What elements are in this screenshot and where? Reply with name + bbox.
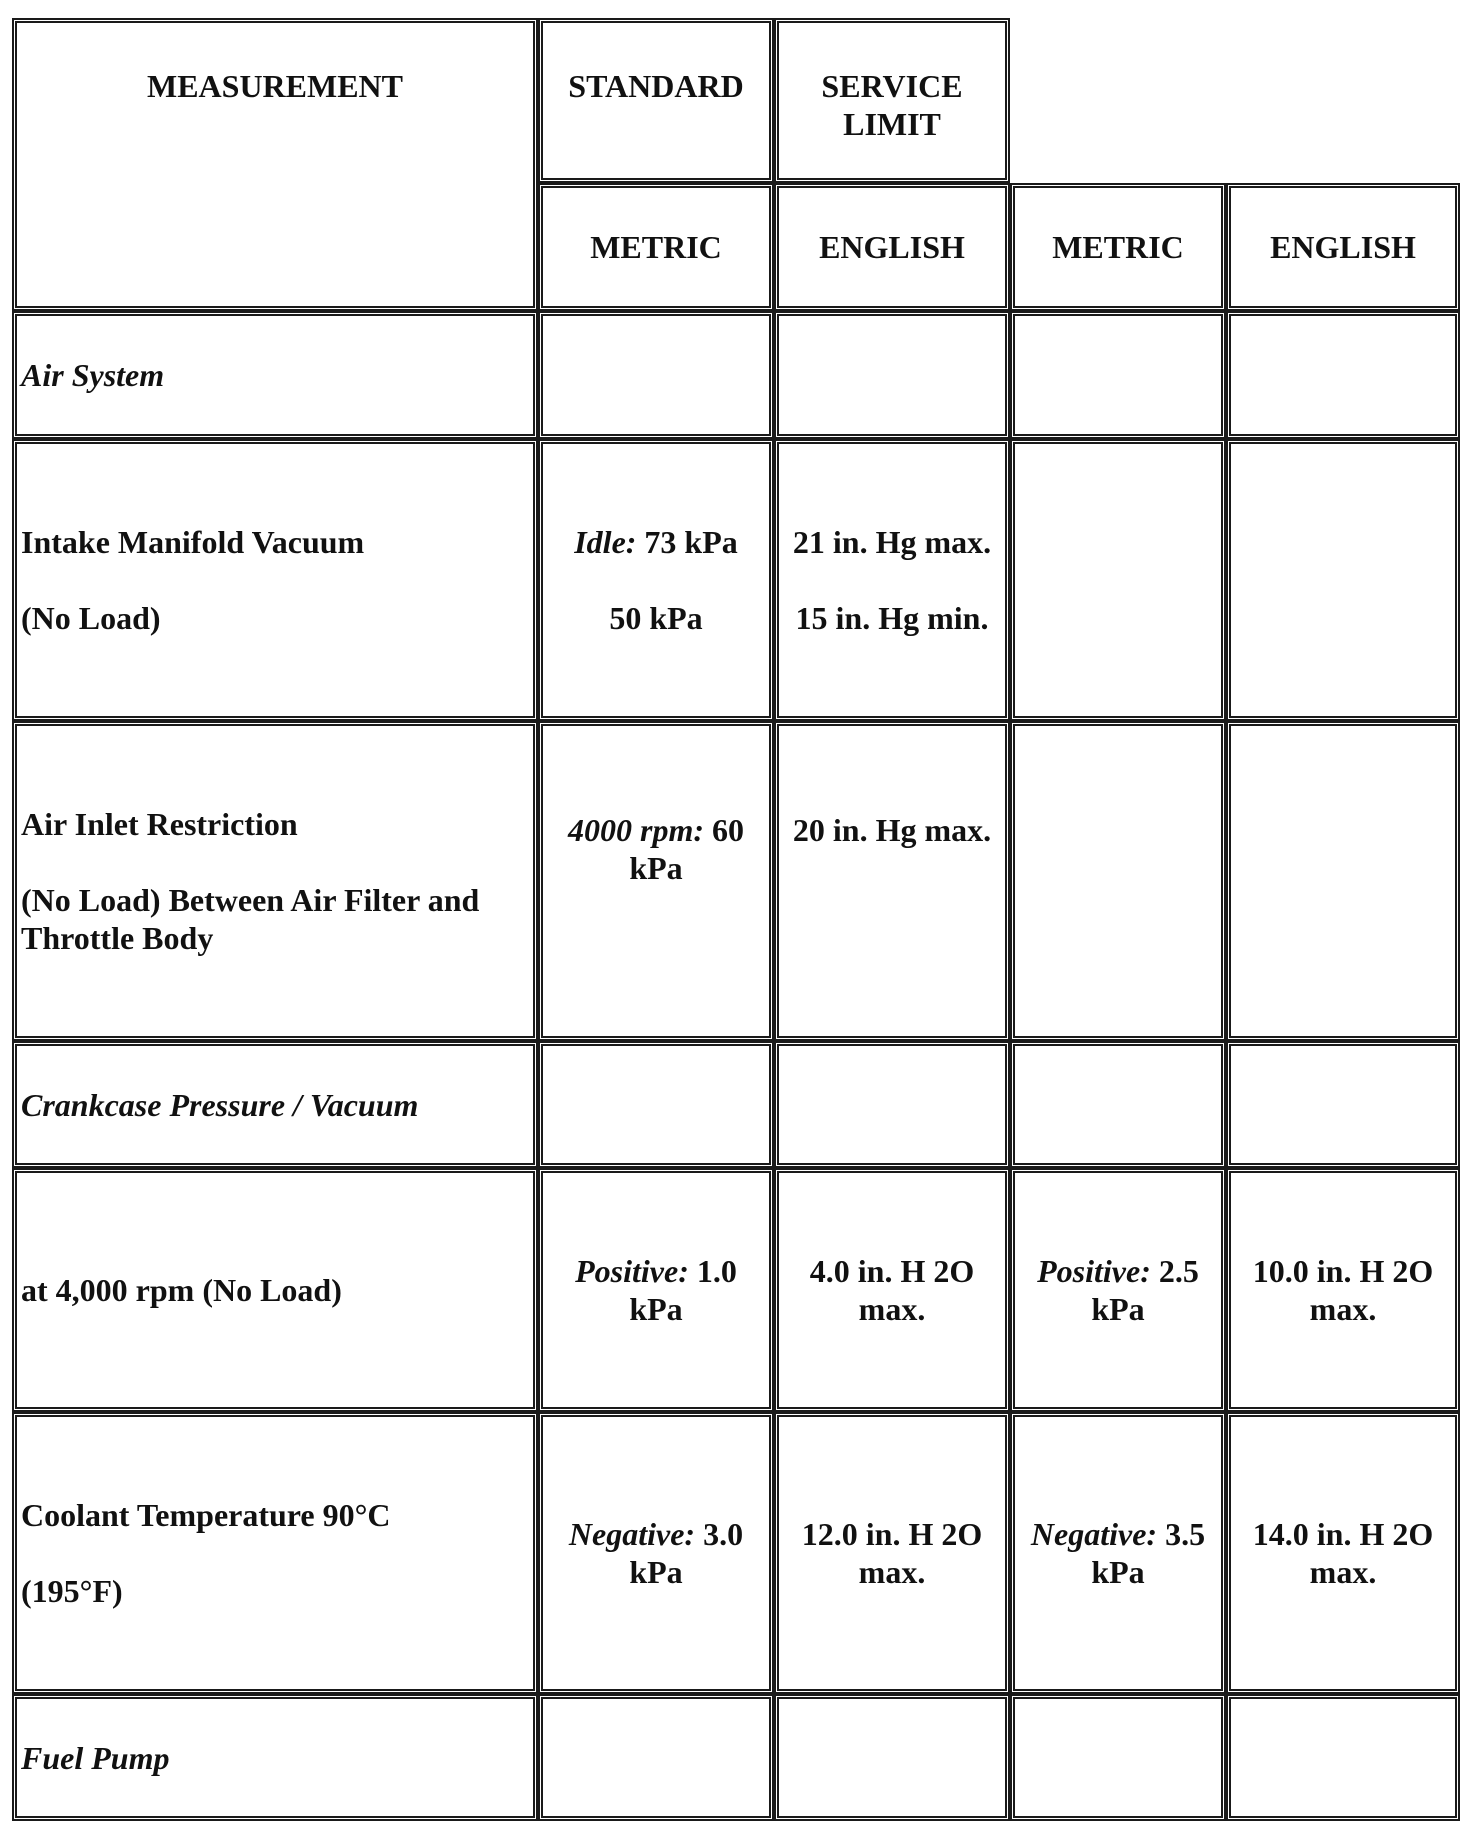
at-4000-standard-english (774, 1168, 1010, 1412)
positive-value: 2.5 kPa (1091, 1253, 1199, 1327)
air-inlet-standard-metric-value (549, 811, 763, 887)
empty-cell (774, 311, 1010, 439)
intake-manifold-label-line1: Intake Manifold Vacuum (21, 524, 365, 560)
row-coolant-label (12, 1412, 538, 1694)
negative-prefix: Negative: (1030, 1516, 1158, 1552)
sub-header-metric-limit-text: METRIC (1052, 228, 1184, 265)
empty-cell (1226, 721, 1460, 1041)
section-air-system-label: Air System (21, 357, 165, 393)
at-4000-limit-english-value: 10.0 in. H 2O max. (1252, 1253, 1434, 1327)
intake-manifold-label-line2: (No Load) (21, 600, 161, 636)
row-intake-manifold-label (12, 439, 538, 721)
idle-value: 73 kPa (644, 524, 738, 560)
at-4000-limit-english (1226, 1168, 1460, 1412)
intake-manifold-standard-metric-line1 (574, 523, 738, 561)
header-measurement (12, 18, 538, 311)
idle-prefix: Idle: (574, 524, 637, 560)
section-fuel-pump (12, 1694, 538, 1821)
header-measurement-text: MEASUREMENT (146, 68, 403, 104)
empty-cell (1010, 439, 1226, 721)
header-service-limit (774, 18, 1010, 183)
empty-cell (774, 1041, 1010, 1168)
positive-prefix: Positive: (1037, 1253, 1151, 1289)
empty-cell (538, 311, 774, 439)
negative-prefix: Negative: (568, 1516, 696, 1552)
row-air-inlet-label (12, 721, 538, 1041)
empty-cell (1010, 1041, 1226, 1168)
coolant-standard-english (774, 1412, 1010, 1694)
coolant-limit-english-value: 14.0 in. H 2O max. (1252, 1516, 1434, 1590)
header-service-limit-line2: LIMIT (843, 106, 941, 142)
air-inlet-label-line2: (No Load) Between Air Filter and Throttle Body (21, 882, 480, 956)
coolant-standard-metric (538, 1412, 774, 1694)
at-4000-standard-metric-value (549, 1252, 763, 1328)
intake-manifold-standard-english-line1: 21 in. Hg max. (792, 524, 992, 560)
at-4000-limit-metric (1010, 1168, 1226, 1412)
air-inlet-standard-english (774, 721, 1010, 1041)
intake-manifold-standard-metric (538, 439, 774, 721)
sub-header-english-limit-text: ENGLISH (1270, 228, 1416, 265)
at-4000-limit-metric-value (1021, 1252, 1215, 1328)
sub-header-english-standard (774, 183, 1010, 311)
empty-cell (1226, 311, 1460, 439)
rpm-prefix: 4000 rpm: (568, 812, 704, 848)
coolant-limit-english (1226, 1412, 1460, 1694)
coolant-label-line1: Coolant Temperature 90°C (21, 1497, 391, 1533)
air-inlet-label-line1: Air Inlet Restriction (21, 806, 298, 842)
empty-cell (1010, 721, 1226, 1041)
intake-manifold-standard-metric-line2: 50 kPa (609, 600, 703, 636)
header-standard (538, 18, 774, 183)
empty-cell (774, 1694, 1010, 1821)
at-4000-label-text: at 4,000 rpm (No Load) (21, 1272, 342, 1308)
empty-cell (1010, 1694, 1226, 1821)
negative-value: 3.0 kPa (629, 1516, 744, 1590)
rpm-value: 60 kPa (629, 812, 744, 886)
row-at-4000-label (12, 1168, 538, 1412)
coolant-standard-english-value: 12.0 in. H 2O max. (801, 1516, 983, 1590)
header-standard-text: STANDARD (568, 68, 744, 104)
coolant-label-line2: (195°F) (21, 1573, 123, 1609)
negative-value: 3.5 kPa (1091, 1516, 1206, 1590)
sub-header-metric-limit (1010, 183, 1226, 311)
coolant-standard-metric-value (549, 1515, 763, 1591)
intake-manifold-standard-english (774, 439, 1010, 721)
coolant-limit-metric-value (1021, 1515, 1215, 1591)
at-4000-standard-metric (538, 1168, 774, 1412)
air-inlet-standard-metric (538, 721, 774, 1041)
empty-cell (1010, 311, 1226, 439)
at-4000-standard-english-value: 4.0 in. H 2O max. (809, 1253, 975, 1327)
positive-prefix: Positive: (575, 1253, 689, 1289)
empty-cell (1226, 439, 1460, 721)
empty-cell (1226, 1694, 1460, 1821)
section-fuel-pump-label: Fuel Pump (21, 1739, 170, 1776)
sub-header-english-standard-text: ENGLISH (819, 228, 965, 265)
section-air-system (12, 311, 538, 439)
empty-cell (538, 1694, 774, 1821)
empty-cell (538, 1041, 774, 1168)
section-crankcase-label: Crankcase Pressure / Vacuum (21, 1086, 419, 1123)
sub-header-metric-standard-text: METRIC (590, 228, 722, 265)
air-inlet-standard-english-value: 20 in. Hg max. (792, 812, 992, 848)
coolant-limit-metric (1010, 1412, 1226, 1694)
positive-value: 1.0 kPa (629, 1253, 737, 1327)
intake-manifold-standard-english-line2: 15 in. Hg min. (795, 600, 989, 636)
section-crankcase (12, 1041, 538, 1168)
sub-header-metric-standard (538, 183, 774, 311)
header-service-limit-line1: SERVICE (821, 68, 963, 104)
sub-header-english-limit (1226, 183, 1460, 311)
empty-cell (1226, 1041, 1460, 1168)
